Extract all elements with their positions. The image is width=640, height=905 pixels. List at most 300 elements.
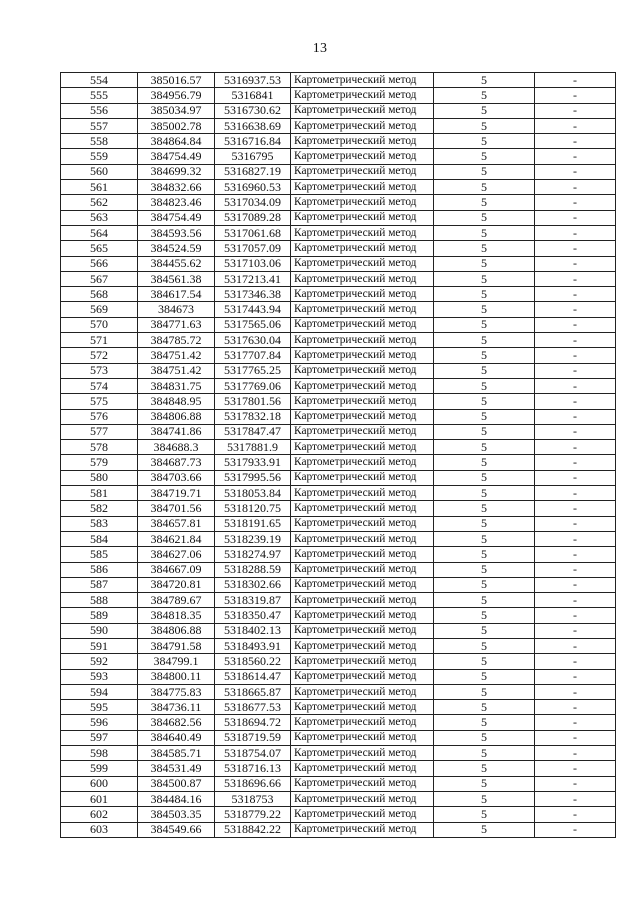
table-row	[61, 776, 616, 791]
coordinates-table-body	[61, 73, 616, 838]
coordinate-y-cell: 5318614.47	[215, 669, 291, 684]
table-row	[61, 455, 616, 470]
point-number-cell: 581	[61, 486, 138, 501]
method-cell: Картометрический метод	[291, 180, 434, 195]
coordinate-x-cell: 384956.79	[138, 88, 215, 103]
note-cell: -	[535, 623, 616, 638]
coordinate-x-cell: 384754.49	[138, 210, 215, 225]
table-row	[61, 562, 616, 577]
table-row	[61, 103, 616, 118]
accuracy-cell: 5	[434, 210, 535, 225]
coordinate-y-cell: 5317707.84	[215, 348, 291, 363]
coordinate-y-cell: 5318560.22	[215, 654, 291, 669]
point-number-cell: 593	[61, 669, 138, 684]
point-number-cell: 562	[61, 195, 138, 210]
coordinate-y-cell: 5317630.04	[215, 333, 291, 348]
note-cell: -	[535, 730, 616, 745]
accuracy-cell: 5	[434, 684, 535, 699]
note-cell: -	[535, 562, 616, 577]
method-cell: Картометрический метод	[291, 807, 434, 822]
note-cell: -	[535, 271, 616, 286]
coordinate-x-cell: 384800.11	[138, 669, 215, 684]
point-number-cell: 584	[61, 531, 138, 546]
coordinate-y-cell: 5317089.28	[215, 210, 291, 225]
coordinate-x-cell: 384806.88	[138, 623, 215, 638]
note-cell: -	[535, 746, 616, 761]
coordinate-y-cell: 5318696.66	[215, 776, 291, 791]
note-cell: -	[535, 547, 616, 562]
coordinate-y-cell: 5318350.47	[215, 608, 291, 623]
coordinate-y-cell: 5318716.13	[215, 761, 291, 776]
method-cell: Картометрический метод	[291, 440, 434, 455]
point-number-cell: 571	[61, 333, 138, 348]
point-number-cell: 569	[61, 302, 138, 317]
coordinates-table	[60, 72, 616, 838]
note-cell: -	[535, 440, 616, 455]
point-number-cell: 589	[61, 608, 138, 623]
point-number-cell: 568	[61, 287, 138, 302]
note-cell: -	[535, 593, 616, 608]
point-number-cell: 601	[61, 791, 138, 806]
table-row	[61, 638, 616, 653]
method-cell: Картометрический метод	[291, 363, 434, 378]
point-number-cell: 582	[61, 501, 138, 516]
note-cell: -	[535, 348, 616, 363]
point-number-cell: 580	[61, 470, 138, 485]
accuracy-cell: 5	[434, 577, 535, 592]
coordinate-y-cell: 5318191.65	[215, 516, 291, 531]
coordinate-y-cell: 5318239.19	[215, 531, 291, 546]
coordinate-y-cell: 5318779.22	[215, 807, 291, 822]
note-cell: -	[535, 149, 616, 164]
coordinate-x-cell: 384701.56	[138, 501, 215, 516]
table-row	[61, 822, 616, 837]
coordinate-y-cell: 5318719.59	[215, 730, 291, 745]
note-cell: -	[535, 134, 616, 149]
point-number-cell: 598	[61, 746, 138, 761]
accuracy-cell: 5	[434, 149, 535, 164]
point-number-cell: 586	[61, 562, 138, 577]
note-cell: -	[535, 501, 616, 516]
point-number-cell: 587	[61, 577, 138, 592]
coordinate-x-cell: 384531.49	[138, 761, 215, 776]
note-cell: -	[535, 180, 616, 195]
coordinate-x-cell: 384799.1	[138, 654, 215, 669]
table-row	[61, 730, 616, 745]
note-cell: -	[535, 73, 616, 88]
table-row	[61, 134, 616, 149]
table-row	[61, 271, 616, 286]
method-cell: Картометрический метод	[291, 149, 434, 164]
note-cell: -	[535, 715, 616, 730]
coordinate-x-cell: 384617.54	[138, 287, 215, 302]
table-row	[61, 210, 616, 225]
table-row	[61, 791, 616, 806]
coordinate-y-cell: 5318319.87	[215, 593, 291, 608]
note-cell: -	[535, 608, 616, 623]
table-row	[61, 302, 616, 317]
coordinate-y-cell: 5318053.84	[215, 486, 291, 501]
accuracy-cell: 5	[434, 271, 535, 286]
accuracy-cell: 5	[434, 348, 535, 363]
coordinate-y-cell: 5318120.75	[215, 501, 291, 516]
method-cell: Картометрический метод	[291, 791, 434, 806]
note-cell: -	[535, 210, 616, 225]
coordinate-y-cell: 5317832.18	[215, 409, 291, 424]
coordinate-y-cell: 5317034.09	[215, 195, 291, 210]
coordinate-y-cell: 5317933.91	[215, 455, 291, 470]
coordinate-y-cell: 5318694.72	[215, 715, 291, 730]
point-number-cell: 560	[61, 164, 138, 179]
coordinate-x-cell: 384524.59	[138, 241, 215, 256]
table-row	[61, 684, 616, 699]
note-cell: -	[535, 455, 616, 470]
table-row	[61, 424, 616, 439]
note-cell: -	[535, 424, 616, 439]
method-cell: Картометрический метод	[291, 348, 434, 363]
note-cell: -	[535, 103, 616, 118]
accuracy-cell: 5	[434, 547, 535, 562]
coordinate-x-cell: 385002.78	[138, 118, 215, 133]
coordinate-x-cell: 384673	[138, 302, 215, 317]
point-number-cell: 603	[61, 822, 138, 837]
point-number-cell: 585	[61, 547, 138, 562]
coordinate-x-cell: 384832.66	[138, 180, 215, 195]
note-cell: -	[535, 822, 616, 837]
point-number-cell: 594	[61, 684, 138, 699]
method-cell: Картометрический метод	[291, 88, 434, 103]
note-cell: -	[535, 684, 616, 699]
accuracy-cell: 5	[434, 302, 535, 317]
point-number-cell: 565	[61, 241, 138, 256]
point-number-cell: 573	[61, 363, 138, 378]
method-cell: Картометрический метод	[291, 302, 434, 317]
note-cell: -	[535, 531, 616, 546]
coordinate-x-cell: 384720.81	[138, 577, 215, 592]
point-number-cell: 574	[61, 378, 138, 393]
method-cell: Картометрический метод	[291, 241, 434, 256]
note-cell: -	[535, 317, 616, 332]
table-row	[61, 531, 616, 546]
method-cell: Картометрический метод	[291, 577, 434, 592]
coordinate-y-cell: 5318274.97	[215, 547, 291, 562]
method-cell: Картометрический метод	[291, 547, 434, 562]
table-row	[61, 287, 616, 302]
coordinate-x-cell: 384699.32	[138, 164, 215, 179]
point-number-cell: 561	[61, 180, 138, 195]
coordinate-y-cell: 5318753	[215, 791, 291, 806]
method-cell: Картометрический метод	[291, 333, 434, 348]
coordinate-x-cell: 384775.83	[138, 684, 215, 699]
note-cell: -	[535, 118, 616, 133]
accuracy-cell: 5	[434, 317, 535, 332]
table-row	[61, 378, 616, 393]
table-row	[61, 501, 616, 516]
coordinate-x-cell: 384736.11	[138, 700, 215, 715]
method-cell: Картометрический метод	[291, 486, 434, 501]
method-cell: Картометрический метод	[291, 195, 434, 210]
table-row	[61, 363, 616, 378]
accuracy-cell: 5	[434, 424, 535, 439]
point-number-cell: 566	[61, 256, 138, 271]
coordinate-x-cell: 384848.95	[138, 394, 215, 409]
method-cell: Картометрический метод	[291, 378, 434, 393]
accuracy-cell: 5	[434, 807, 535, 822]
table-row	[61, 394, 616, 409]
method-cell: Картометрический метод	[291, 746, 434, 761]
note-cell: -	[535, 363, 616, 378]
coordinate-y-cell: 5316730.62	[215, 103, 291, 118]
method-cell: Картометрический метод	[291, 684, 434, 699]
method-cell: Картометрический метод	[291, 424, 434, 439]
coordinate-x-cell: 384703.66	[138, 470, 215, 485]
accuracy-cell: 5	[434, 776, 535, 791]
note-cell: -	[535, 486, 616, 501]
accuracy-cell: 5	[434, 486, 535, 501]
note-cell: -	[535, 638, 616, 653]
point-number-cell: 599	[61, 761, 138, 776]
table-row	[61, 516, 616, 531]
method-cell: Картометрический метод	[291, 623, 434, 638]
coordinate-y-cell: 5317061.68	[215, 225, 291, 240]
note-cell: -	[535, 669, 616, 684]
coordinate-y-cell: 5317103.06	[215, 256, 291, 271]
coordinate-y-cell: 5318665.87	[215, 684, 291, 699]
point-number-cell: 563	[61, 210, 138, 225]
coordinate-y-cell: 5317995.56	[215, 470, 291, 485]
accuracy-cell: 5	[434, 88, 535, 103]
point-number-cell: 579	[61, 455, 138, 470]
table-row	[61, 180, 616, 195]
method-cell: Картометрический метод	[291, 715, 434, 730]
method-cell: Картометрический метод	[291, 210, 434, 225]
table-row	[61, 409, 616, 424]
accuracy-cell: 5	[434, 822, 535, 837]
accuracy-cell: 5	[434, 746, 535, 761]
coordinate-y-cell: 5317769.06	[215, 378, 291, 393]
coordinate-x-cell: 384823.46	[138, 195, 215, 210]
table-row	[61, 700, 616, 715]
point-number-cell: 596	[61, 715, 138, 730]
point-number-cell: 591	[61, 638, 138, 653]
method-cell: Картометрический метод	[291, 822, 434, 837]
table-row	[61, 577, 616, 592]
note-cell: -	[535, 333, 616, 348]
coordinate-x-cell: 384657.81	[138, 516, 215, 531]
note-cell: -	[535, 654, 616, 669]
note-cell: -	[535, 256, 616, 271]
coordinate-y-cell: 5317565.06	[215, 317, 291, 332]
coordinate-y-cell: 5316960.53	[215, 180, 291, 195]
method-cell: Картометрический метод	[291, 118, 434, 133]
coordinate-y-cell: 5316827.19	[215, 164, 291, 179]
point-number-cell: 600	[61, 776, 138, 791]
table-row	[61, 73, 616, 88]
accuracy-cell: 5	[434, 501, 535, 516]
note-cell: -	[535, 409, 616, 424]
table-row	[61, 669, 616, 684]
table-row	[61, 118, 616, 133]
accuracy-cell: 5	[434, 562, 535, 577]
note-cell: -	[535, 394, 616, 409]
accuracy-cell: 5	[434, 73, 535, 88]
method-cell: Картометрический метод	[291, 164, 434, 179]
coordinate-x-cell: 384741.86	[138, 424, 215, 439]
note-cell: -	[535, 807, 616, 822]
point-number-cell: 588	[61, 593, 138, 608]
method-cell: Картометрический метод	[291, 761, 434, 776]
note-cell: -	[535, 302, 616, 317]
coordinate-y-cell: 5318288.59	[215, 562, 291, 577]
note-cell: -	[535, 516, 616, 531]
coordinate-y-cell: 5317847.47	[215, 424, 291, 439]
accuracy-cell: 5	[434, 164, 535, 179]
accuracy-cell: 5	[434, 654, 535, 669]
accuracy-cell: 5	[434, 593, 535, 608]
accuracy-cell: 5	[434, 455, 535, 470]
accuracy-cell: 5	[434, 638, 535, 653]
table-row	[61, 195, 616, 210]
method-cell: Картометрический метод	[291, 501, 434, 516]
table-row	[61, 333, 616, 348]
method-cell: Картометрический метод	[291, 134, 434, 149]
method-cell: Картометрический метод	[291, 256, 434, 271]
note-cell: -	[535, 577, 616, 592]
point-number-cell: 592	[61, 654, 138, 669]
accuracy-cell: 5	[434, 440, 535, 455]
table-row	[61, 317, 616, 332]
coordinate-x-cell: 384500.87	[138, 776, 215, 791]
accuracy-cell: 5	[434, 715, 535, 730]
method-cell: Картометрический метод	[291, 562, 434, 577]
coordinate-y-cell: 5318402.13	[215, 623, 291, 638]
accuracy-cell: 5	[434, 118, 535, 133]
table-row	[61, 88, 616, 103]
table-row	[61, 149, 616, 164]
note-cell: -	[535, 164, 616, 179]
method-cell: Картометрический метод	[291, 776, 434, 791]
accuracy-cell: 5	[434, 516, 535, 531]
method-cell: Картометрический метод	[291, 225, 434, 240]
accuracy-cell: 5	[434, 669, 535, 684]
coordinate-x-cell: 384806.88	[138, 409, 215, 424]
point-number-cell: 559	[61, 149, 138, 164]
accuracy-cell: 5	[434, 287, 535, 302]
table-row	[61, 593, 616, 608]
coordinate-x-cell: 384719.71	[138, 486, 215, 501]
coordinate-y-cell: 5318677.53	[215, 700, 291, 715]
method-cell: Картометрический метод	[291, 455, 434, 470]
coordinate-x-cell: 384754.49	[138, 149, 215, 164]
coordinate-y-cell: 5317057.09	[215, 241, 291, 256]
point-number-cell: 555	[61, 88, 138, 103]
method-cell: Картометрический метод	[291, 531, 434, 546]
accuracy-cell: 5	[434, 730, 535, 745]
table-row	[61, 241, 616, 256]
accuracy-cell: 5	[434, 134, 535, 149]
method-cell: Картометрический метод	[291, 103, 434, 118]
note-cell: -	[535, 195, 616, 210]
method-cell: Картометрический метод	[291, 394, 434, 409]
coordinate-x-cell: 384549.66	[138, 822, 215, 837]
coordinate-x-cell: 384791.58	[138, 638, 215, 653]
coordinate-x-cell: 384831.75	[138, 378, 215, 393]
accuracy-cell: 5	[434, 470, 535, 485]
method-cell: Картометрический метод	[291, 593, 434, 608]
note-cell: -	[535, 378, 616, 393]
method-cell: Картометрический метод	[291, 608, 434, 623]
note-cell: -	[535, 791, 616, 806]
method-cell: Картометрический метод	[291, 287, 434, 302]
coordinate-y-cell: 5316638.69	[215, 118, 291, 133]
note-cell: -	[535, 88, 616, 103]
accuracy-cell: 5	[434, 761, 535, 776]
accuracy-cell: 5	[434, 623, 535, 638]
coordinate-y-cell: 5318842.22	[215, 822, 291, 837]
coordinate-x-cell: 384585.71	[138, 746, 215, 761]
point-number-cell: 570	[61, 317, 138, 332]
coordinate-x-cell: 384785.72	[138, 333, 215, 348]
point-number-cell: 577	[61, 424, 138, 439]
coordinate-y-cell: 5318754.07	[215, 746, 291, 761]
table-row	[61, 654, 616, 669]
table-row	[61, 440, 616, 455]
coordinate-x-cell: 384484.16	[138, 791, 215, 806]
table-row	[61, 623, 616, 638]
coordinate-y-cell: 5316841	[215, 88, 291, 103]
point-number-cell: 595	[61, 700, 138, 715]
coordinate-x-cell: 384771.63	[138, 317, 215, 332]
coordinate-y-cell: 5317213.41	[215, 271, 291, 286]
table-row	[61, 746, 616, 761]
coordinate-y-cell: 5317346.38	[215, 287, 291, 302]
coordinate-y-cell: 5316937.53	[215, 73, 291, 88]
method-cell: Картометрический метод	[291, 73, 434, 88]
coordinate-y-cell: 5318302.66	[215, 577, 291, 592]
point-number-cell: 602	[61, 807, 138, 822]
point-number-cell: 578	[61, 440, 138, 455]
table-row	[61, 225, 616, 240]
table-row	[61, 715, 616, 730]
coordinate-x-cell: 384621.84	[138, 531, 215, 546]
note-cell: -	[535, 470, 616, 485]
point-number-cell: 554	[61, 73, 138, 88]
point-number-cell: 576	[61, 409, 138, 424]
method-cell: Картометрический метод	[291, 700, 434, 715]
coordinate-y-cell: 5316716.84	[215, 134, 291, 149]
table-row	[61, 470, 616, 485]
method-cell: Картометрический метод	[291, 409, 434, 424]
accuracy-cell: 5	[434, 409, 535, 424]
method-cell: Картометрический метод	[291, 470, 434, 485]
accuracy-cell: 5	[434, 394, 535, 409]
accuracy-cell: 5	[434, 103, 535, 118]
note-cell: -	[535, 287, 616, 302]
coordinate-x-cell: 384751.42	[138, 363, 215, 378]
note-cell: -	[535, 225, 616, 240]
accuracy-cell: 5	[434, 531, 535, 546]
point-number-cell: 557	[61, 118, 138, 133]
accuracy-cell: 5	[434, 378, 535, 393]
method-cell: Картометрический метод	[291, 317, 434, 332]
point-number-cell: 572	[61, 348, 138, 363]
point-number-cell: 556	[61, 103, 138, 118]
accuracy-cell: 5	[434, 333, 535, 348]
page-number: 13	[312, 41, 328, 56]
coordinate-x-cell: 384818.35	[138, 608, 215, 623]
method-cell: Картометрический метод	[291, 669, 434, 684]
note-cell: -	[535, 776, 616, 791]
